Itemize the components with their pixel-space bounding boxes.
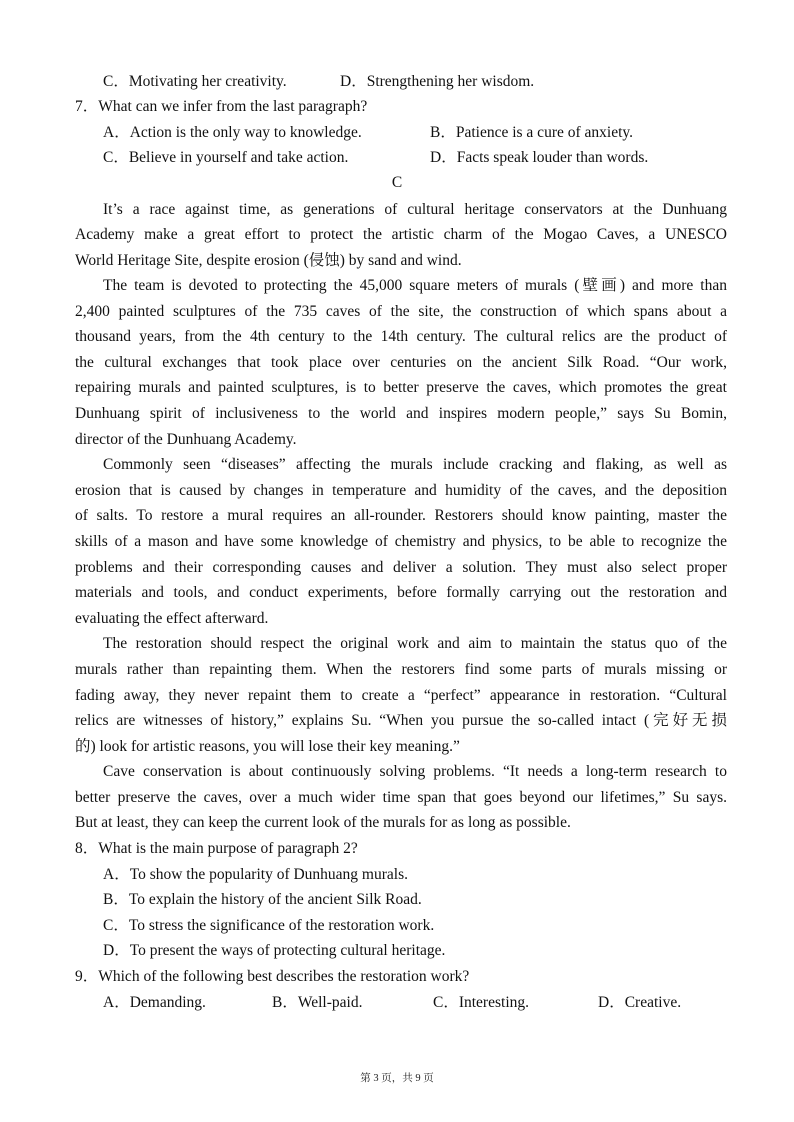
q7-option-b: B．Patience is a cure of anxiety. (430, 124, 634, 141)
passage-line: fading away, they never repaint them to create a “perfect” appearance in restoration. “Cultural (75, 687, 727, 704)
passage-line: Commonly seen “diseases” affecting the murals include cracking and flaking, as well as (103, 456, 727, 473)
passage-line: relics are witnesses of history,” explains Su. “When you pursue the so-called intact (完好无损 (75, 712, 727, 729)
passage-line: materials and tools, and conduct experiments, before formally carrying out the restoration and (75, 584, 727, 601)
q7-question: 7．What can we infer from the last paragraph? (75, 98, 368, 115)
q8-option-b: B．To explain the history of the ancient Silk Road. (103, 891, 422, 908)
passage-line: World Heritage Site, despite erosion (侵蚀) by sand and wind. (75, 252, 462, 269)
passage-line: The restoration should respect the original work and aim to maintain the status quo of the (103, 635, 727, 652)
q9-option-d: D．Creative. (598, 994, 682, 1011)
section-label-c: C (391, 174, 403, 191)
q8-question: 8．What is the main purpose of paragraph 2? (75, 840, 358, 857)
q7-option-d: D．Facts speak louder than words. (430, 149, 649, 166)
passage-line: skills of a mason and have some knowledge of chemistry and physics, to be able to recognize the (75, 533, 727, 550)
passage-line: 的) look for artistic reasons, you will lose their key meaning.” (75, 738, 460, 755)
passage-line: The team is devoted to protecting the 45,000 square meters of murals (壁画) and more than (103, 277, 727, 294)
q7-option-c: C．Believe in yourself and take action. (103, 149, 349, 166)
q9-option-b: B．Well-paid. (272, 994, 363, 1011)
passage-line: of salts. To restore a mural requires an all-rounder. Restorers should know painting, master the (75, 507, 727, 524)
q8-option-a: A．To show the popularity of Dunhuang murals. (103, 866, 408, 883)
page-number-footer: 第 3 页，共 9 页 (360, 1073, 434, 1084)
passage-line: director of the Dunhuang Academy. (75, 431, 297, 448)
q8-option-c: C．To stress the significance of the restoration work. (103, 917, 435, 934)
passage-line: Academy make a great effort to protect the artistic charm of the Mogao Caves, a UNESCO (75, 226, 727, 243)
q9-question: 9．Which of the following best describes the restoration work? (75, 968, 470, 985)
passage-line: thousand years, from the 4th century to the 14th century. The cultural relics are the product of (75, 328, 727, 345)
passage-line: 2,400 painted sculptures of the 735 caves of the site, the construction of which spans about a (75, 303, 727, 320)
q8-option-d: D．To present the ways of protecting cultural heritage. (103, 942, 446, 959)
q7-option-a: A．Action is the only way to knowledge. (103, 124, 362, 141)
passage-line: evaluating the effect afterward. (75, 610, 269, 627)
passage-line: Cave conservation is about continuously solving problems. “It needs a long-term research to (103, 763, 727, 780)
q9-option-c: C．Interesting. (433, 994, 529, 1011)
passage-line: It’s a race against time, as generations of cultural heritage conservators at the Dunhuang (103, 201, 727, 218)
passage-line: better preserve the caves, over a much wider time span that goes beyond our lifetimes,” Su says. (75, 789, 727, 806)
passage-line: problems and their corresponding causes and deliver a solution. They must also select proper (75, 559, 727, 576)
passage-line: Dunhuang spirit of inclusiveness to the world and inspires modern people,” says Su Bomin, (75, 405, 727, 422)
passage-line: murals rather than repainting them. When the restorers find some parts of murals missing or (75, 661, 727, 678)
passage-line: But at least, they can keep the current look of the murals for as long as possible. (75, 814, 571, 831)
passage-line: erosion that is caused by changes in temperature and humidity of the caves, and the deposition (75, 482, 727, 499)
q6-option-d: D．Strengthening her wisdom. (340, 73, 535, 90)
passage-line: the cultural exchanges that took place over centuries on the ancient Silk Road. “Our work, (75, 354, 727, 371)
q6-option-c: C．Motivating her creativity. (103, 73, 287, 90)
passage-line: repairing murals and painted sculptures, is to better preserve the caves, which promotes the great (75, 379, 727, 396)
q9-option-a: A．Demanding. (103, 994, 206, 1011)
